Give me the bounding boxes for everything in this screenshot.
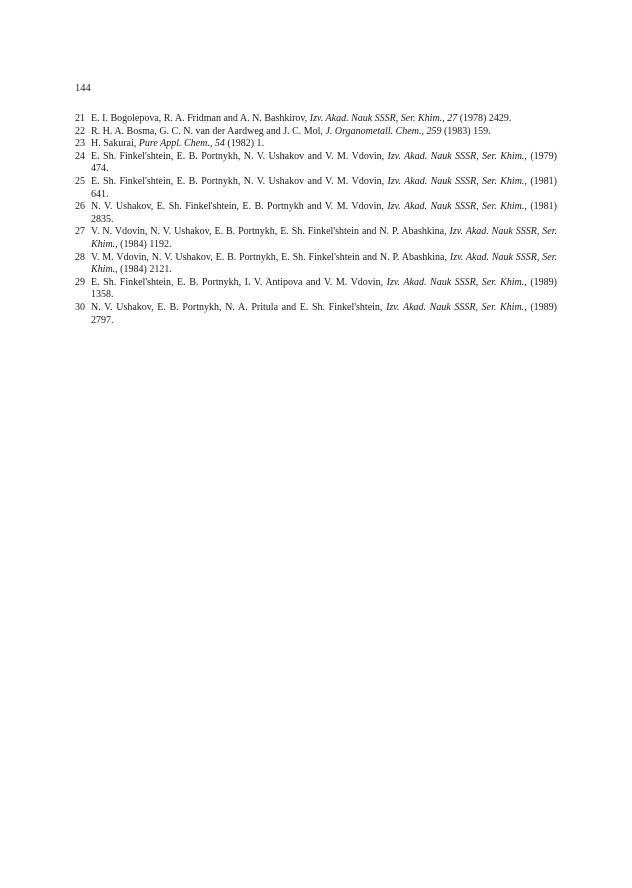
reference-segment: E. I. Bogolepova, R. A. Fridman and A. N. Bashkirov, [91, 113, 310, 124]
reference-segment: N. V. Ushakov, E. B. Portnykh, N. A. Pritula and E. Sh. Finkel'shtein, [91, 301, 387, 313]
reference-italic-segment: Pure Appl. Chem. [138, 138, 210, 150]
reference-item [75, 226, 557, 251]
reference-italic-segment: Izv. Akad. Nauk SSSR, Ser. Khim. [387, 175, 525, 187]
reference-italic-segment: Izv. Akad. Nauk SSSR, Ser. Khim. [309, 113, 443, 124]
reference-number: 24 [75, 150, 85, 162]
reference-item [75, 252, 557, 277]
reference-text [91, 201, 557, 226]
reference-item [75, 113, 557, 126]
reference-italic-segment: J. Organometall. Chem. [325, 125, 422, 137]
reference-text [91, 138, 557, 151]
reference-text [91, 151, 557, 176]
reference-italic-segment: Izv. Akad. Nauk SSSR, Ser. Khim. [387, 150, 525, 162]
reference-italic-segment: Izv. Akad. Nauk SSSR, Ser. Khim. [91, 226, 557, 250]
reference-segment: E. Sh. Finkel'shtein, E. B. Portnykh, N. V. Ushakov and V. M. Vdovin, [91, 175, 388, 187]
reference-text [91, 252, 557, 277]
reference-text [91, 226, 557, 251]
reference-item [75, 201, 557, 226]
reference-segment: R. H. A. Bosma, G. C. N. van der Aardweg and J. C. Mol, [91, 125, 326, 137]
reference-item [75, 176, 557, 201]
reference-segment: , [209, 138, 215, 150]
reference-segment: , (1984) 1192. [115, 238, 172, 250]
reference-italic-segment: 27 [447, 113, 458, 124]
reference-segment: V. M. Vdovin, N. V. Ushakov, E. B. Portnykh, E. Sh. Finkel'shtein and N. P. Abashkina, [91, 251, 450, 263]
reference-segment: E. Sh. Finkel'shtein, E. B. Portnykh, N. V. Ushakov and V. M. Vdovin, [91, 150, 388, 162]
reference-item [75, 302, 557, 327]
page-number: 144 [75, 83, 91, 94]
reference-text [91, 176, 557, 201]
reference-number: 30 [75, 301, 85, 313]
reference-item [75, 138, 557, 151]
reference-segment: , (1989) 1358. [91, 276, 557, 301]
reference-italic-segment: Izv. Akad. Nauk SSSR, Ser. Khim. [387, 201, 525, 213]
reference-item [75, 126, 557, 139]
reference-segment: (1982) 1. [224, 138, 265, 150]
reference-segment: , [442, 113, 448, 124]
reference-segment: N. V. Ushakov, E. Sh. Finkel'shtein, E. B. Portnykh and V. M. Vdovin, [91, 201, 388, 213]
reference-number: 23 [75, 138, 85, 150]
reference-number: 29 [75, 276, 85, 288]
reference-number: 26 [75, 201, 85, 213]
reference-item [75, 277, 557, 302]
reference-segment: (1983) 159. [441, 125, 491, 137]
reference-italic-segment: Izv. Akad. Nauk SSSR, Ser. Khim. [386, 301, 525, 313]
reference-text [91, 302, 557, 327]
reference-segment: , (1989) 2797. [91, 301, 557, 326]
reference-segment: (1978) 2429. [457, 113, 512, 124]
reference-number: 22 [75, 125, 85, 137]
reference-text [91, 113, 557, 126]
reference-item [75, 151, 557, 176]
reference-segment: , [421, 125, 427, 137]
reference-italic-segment: Izv. Akad. Nauk SSSR, Ser. Khim. [386, 276, 525, 288]
reference-segment: , (1981) 2835. [91, 201, 557, 225]
reference-number: 27 [75, 226, 85, 238]
reference-italic-segment: Izv. Akad. Nauk SSSR, Ser. Khim. [91, 251, 557, 276]
reference-list [75, 113, 557, 327]
reference-segment: V. N. Vdovin, N. V. Ushakov, E. B. Portnykh, E. Sh. Finkel'shtein and N. P. Abashkina, [91, 226, 450, 238]
reference-segment: , (1979) 474. [91, 150, 557, 175]
reference-segment: , (1981) 641. [91, 175, 557, 200]
reference-italic-segment: 259 [426, 125, 442, 137]
reference-number: 25 [75, 175, 85, 187]
reference-number: 28 [75, 251, 85, 263]
reference-italic-segment: 54 [214, 138, 225, 150]
reference-text [91, 126, 557, 139]
reference-text [91, 277, 557, 302]
reference-segment: E. Sh. Finkel'shtein, E. B. Portnykh, I. V. Antipova and V. M. Vdovin, [91, 276, 387, 288]
reference-segment: H. Sakurai, [91, 138, 139, 150]
reference-number: 21 [75, 113, 85, 124]
reference-segment: , (1984) 2121. [115, 264, 172, 276]
